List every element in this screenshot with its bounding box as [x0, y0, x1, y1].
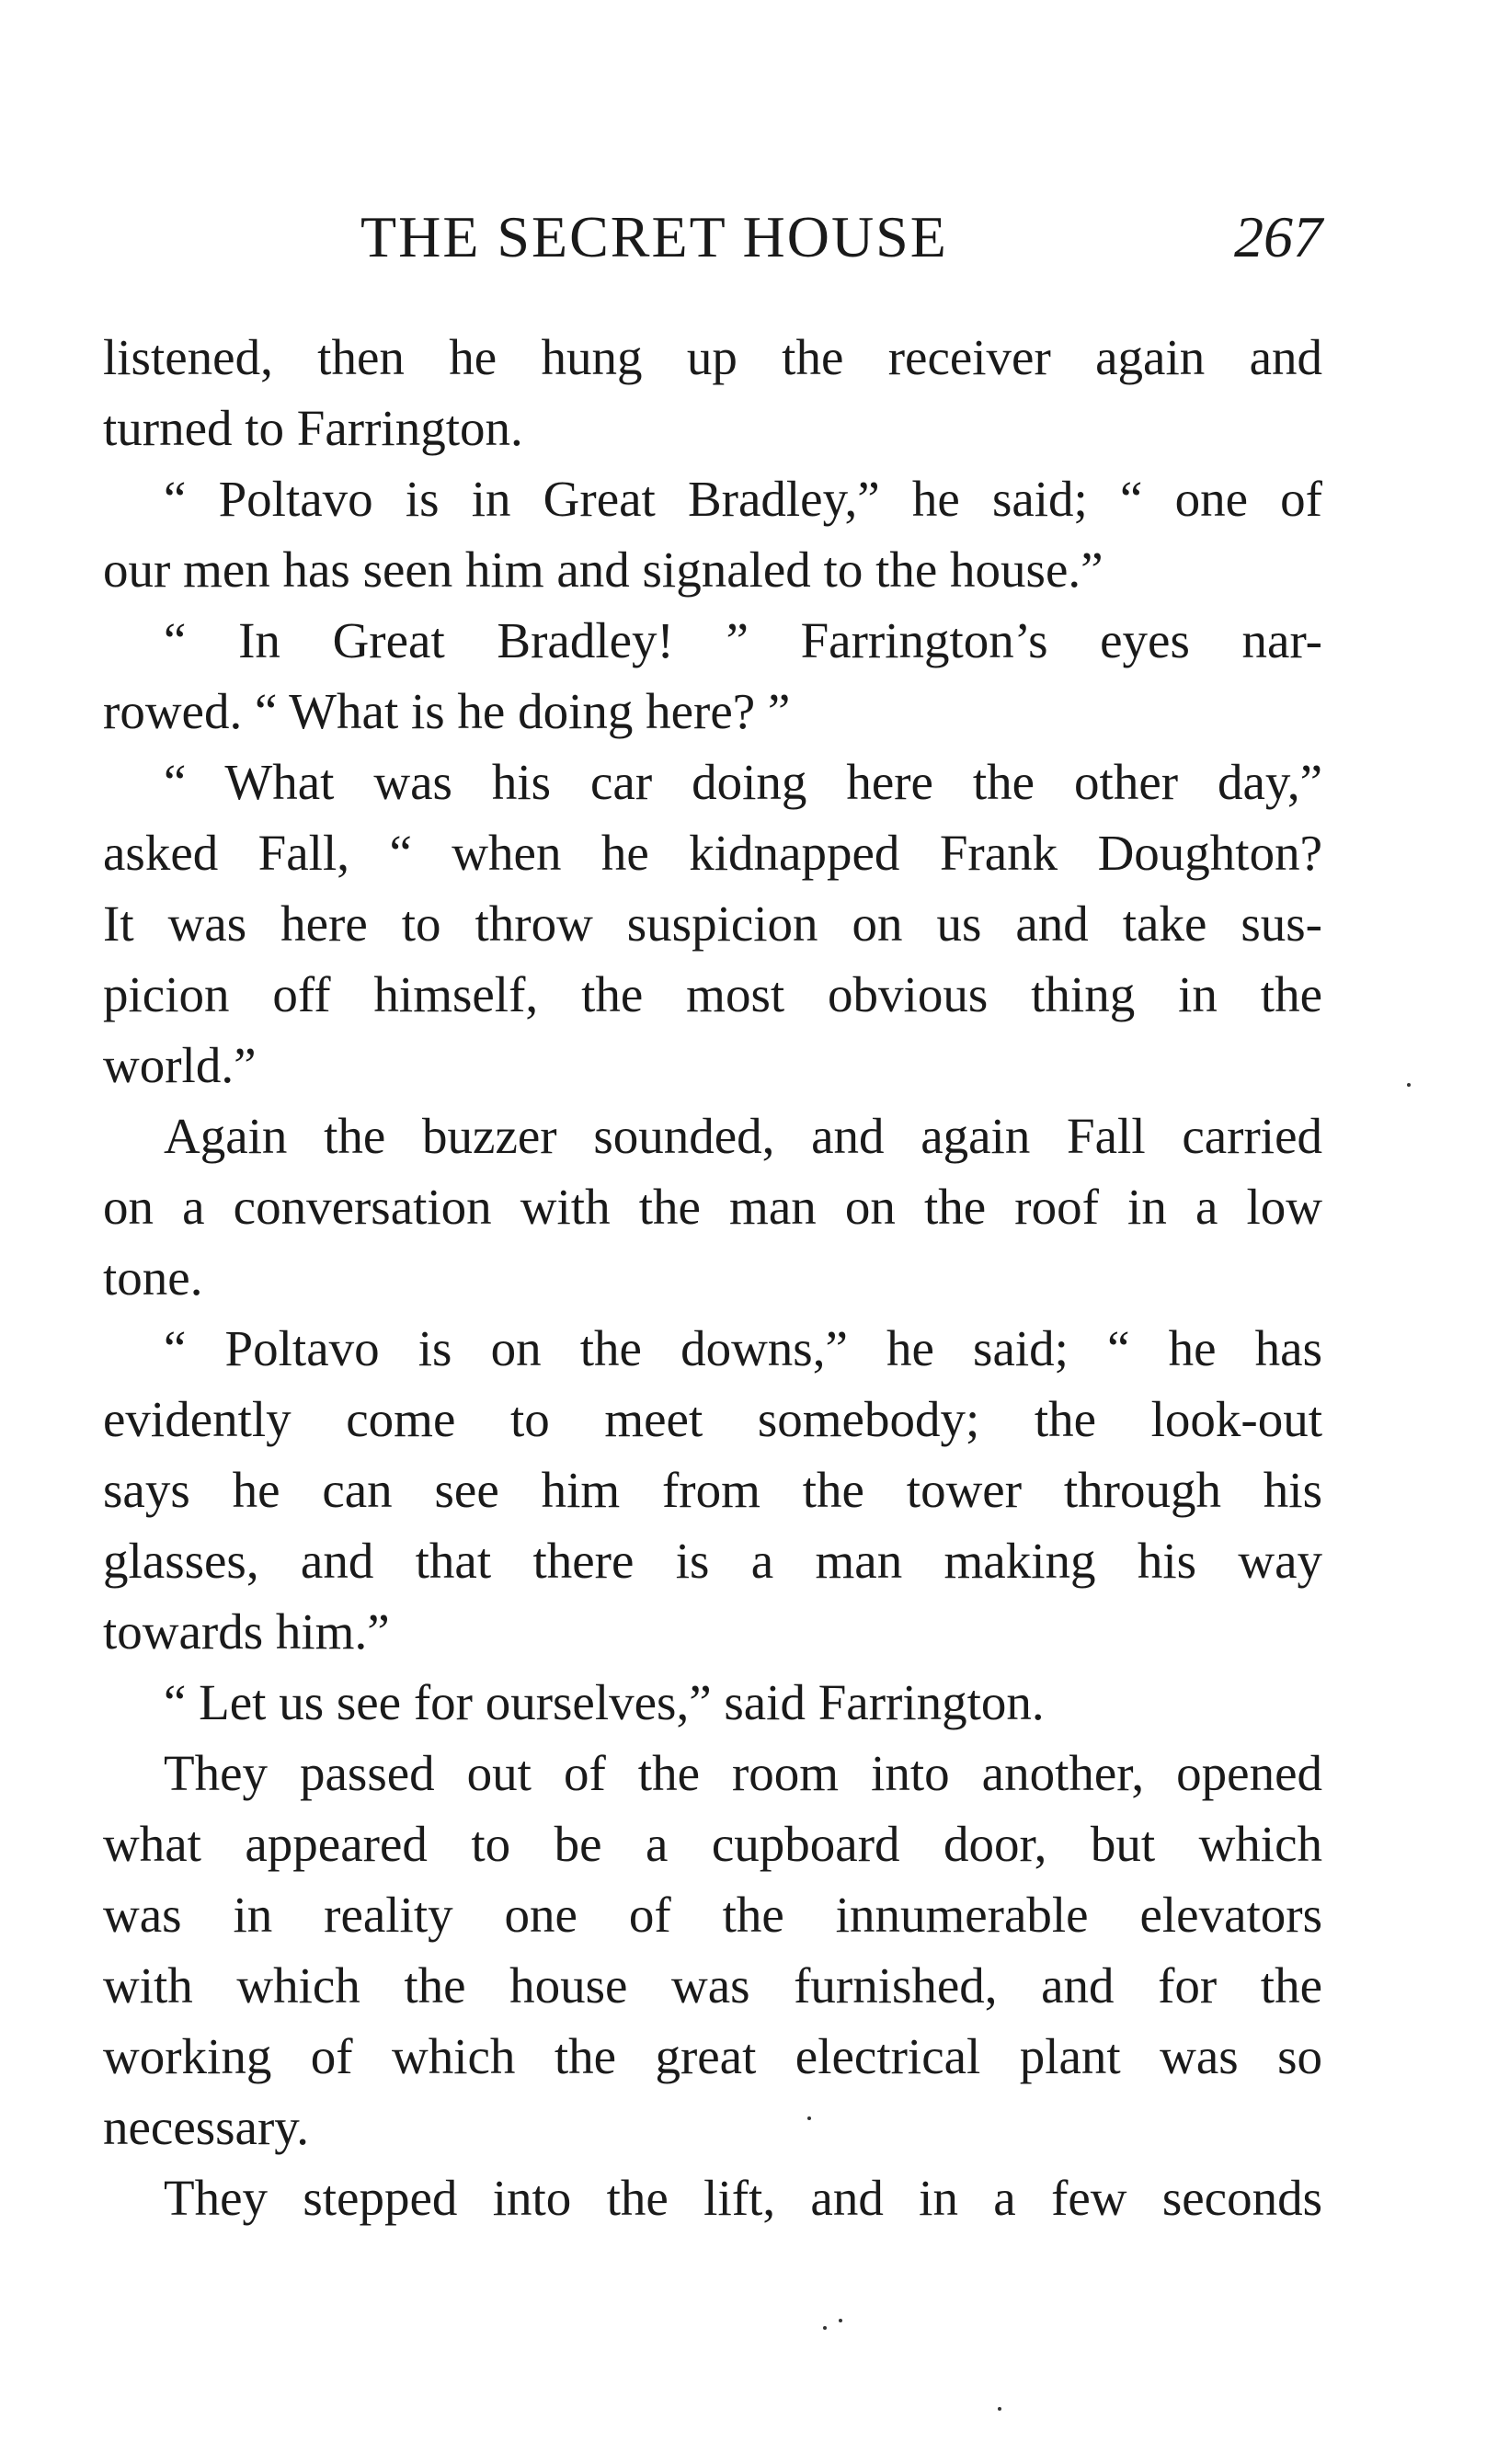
text-line: tone. [103, 1249, 203, 1306]
text-line: asked Fall, “ when he kidnapped Frank Doughton? [103, 825, 1322, 881]
print-speck [807, 2116, 811, 2120]
text-line: was in reality one of the innumerable elevators [103, 1887, 1322, 1943]
text-line: our men has seen him and signaled to the house.” [103, 542, 1103, 598]
text-line: glasses, and that there is a man making his way [103, 1533, 1322, 1589]
text-line: They passed out of the room into another, opened [164, 1745, 1322, 1801]
page-header [103, 200, 1322, 274]
text-line: on a conversation with the man on the roof in a low [103, 1179, 1322, 1235]
text-line: world.” [103, 1037, 257, 1093]
text-line: “ Poltavo is in Great Bradley,” he said; “ one of [164, 471, 1322, 527]
text-line: towards him.” [103, 1603, 390, 1660]
text-line: picion off himself, the most obvious thing in the [103, 966, 1322, 1022]
text-line: They stepped into the lift, and in a few seconds [164, 2170, 1322, 2226]
print-speck [823, 2326, 827, 2330]
text-line: rowed. “ What is he doing here? ” [103, 683, 791, 739]
text-line: “ Poltavo is on the downs,” he said; “ he has [164, 1320, 1322, 1376]
running-title: THE SECRET HOUSE [360, 204, 948, 269]
text-line: Again the buzzer sounded, and again Fall carried [164, 1108, 1322, 1164]
text-line: listened, then he hung up the receiver again and [103, 329, 1322, 385]
text-line: working of which the great electrical plant was so [103, 2028, 1322, 2084]
print-speck [839, 2319, 842, 2322]
text-line: says he can see him from the tower through his [103, 1462, 1322, 1518]
text-line: “ In Great Bradley! ” Farrington’s eyes nar- [164, 612, 1322, 668]
text-line: “ Let us see for ourselves,” said Farrington. [164, 1674, 1045, 1730]
text-line: necessary. [103, 2099, 309, 2155]
text-line: with which the house was furnished, and for the [103, 1957, 1322, 2013]
text-line: “ What was his car doing here the other day,” [164, 754, 1322, 810]
print-speck [998, 2407, 1001, 2411]
text-line: It was here to throw suspicion on us and take sus- [103, 895, 1322, 952]
print-speck [1407, 1083, 1411, 1087]
text-line: evidently come to meet somebody; the look-out [103, 1391, 1322, 1447]
text-line: turned to Farrington. [103, 400, 523, 456]
text-line: what appeared to be a cupboard door, but which [103, 1816, 1322, 1872]
page-number: 267 [1234, 204, 1322, 269]
body-text [103, 322, 1322, 2233]
